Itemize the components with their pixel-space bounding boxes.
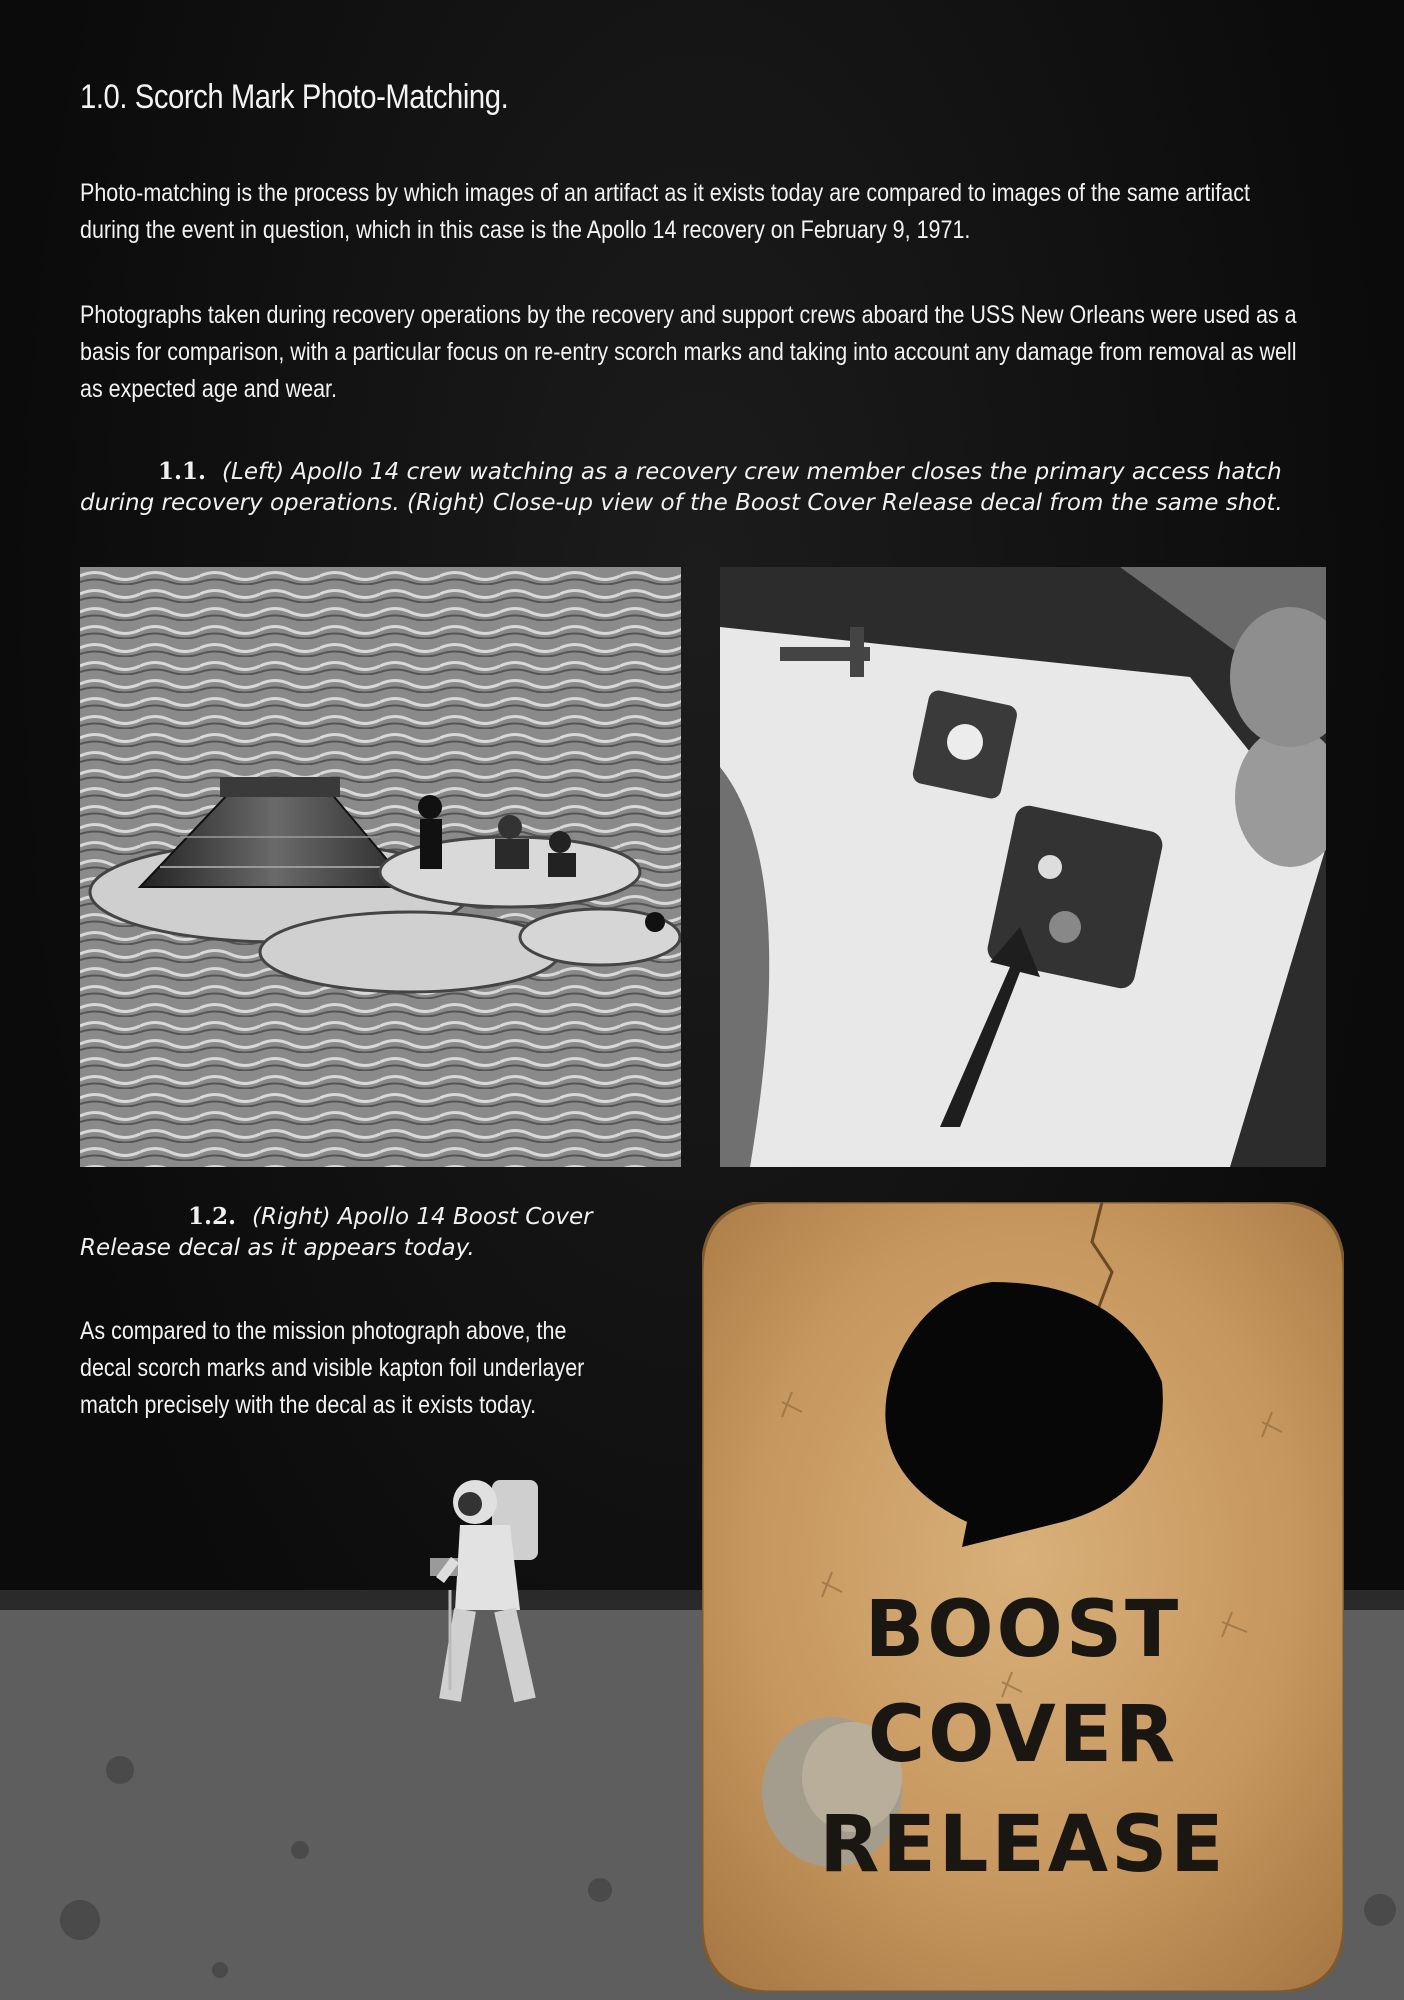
figure-caption-1-1 <box>80 456 1320 519</box>
intro-paragraph: Photo-matching is the process by which images of an artifact as it exists today are compared to images of the same artifact during the event in question, which in this case is the Apollo 14 recovery on February 9, 1971. <box>80 179 1250 244</box>
caption-number: 1.1. <box>158 458 207 485</box>
method-paragraph: Photographs taken during recovery operations by the recovery and support crews aboard the USS New Orleans were used as a basis for comparison, with a particular focus on re-entry scorch marks and taking into account any damage from removal as well as expected age and wear. <box>80 301 1297 403</box>
comparison-paragraph: As compared to the mission photograph above, the decal scorch marks and visible kapton foil underlayer match precisely with the decal as it exists today. <box>80 1317 585 1419</box>
decal-text-line3: RELEASE <box>819 1800 1227 1890</box>
caption-text: (Left) Apollo 14 crew watching as a recovery crew member closes the primary access hatch during recovery operations. (Right) Close-up view of the Boost Cover Release decal from the same shot. <box>80 459 1283 516</box>
recovery-photo <box>80 567 681 1167</box>
decal-text-line1: BOOST <box>864 1585 1182 1675</box>
figure-caption-1-2 <box>80 1201 680 1264</box>
caption-text: (Right) Apollo 14 Boost Cover Release decal as it appears today. <box>80 1204 593 1261</box>
decal-text-line2: COVER <box>867 1690 1179 1780</box>
caption-number: 1.2. <box>188 1203 237 1230</box>
decal-closeup-photo <box>720 567 1326 1167</box>
astronaut-figure <box>430 1470 570 1720</box>
page-heading: 1.0. Scorch Mark Photo-Matching. <box>80 78 509 116</box>
